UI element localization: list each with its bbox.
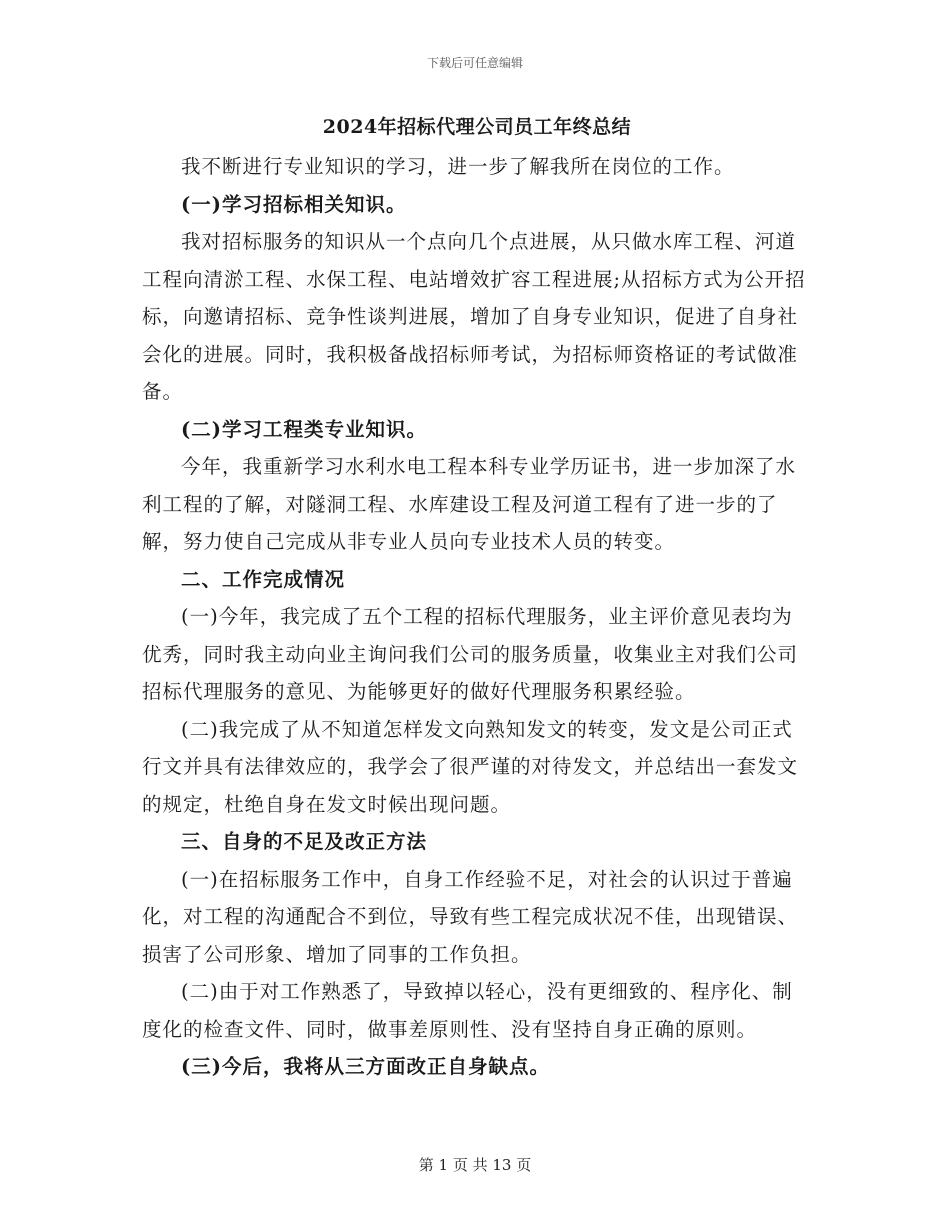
section-heading: (二)学习工程类专业知识。 bbox=[181, 417, 427, 441]
paragraph: 今年，我重新学习水利水电工程本科专业学历证书，进一步加深了水利工程的了解，对隧洞工程、水库建设工程及河道工程有了进一步的了解，努力使自己完成从非专业人员向专业技术人员的转变。 bbox=[142, 455, 797, 553]
paragraph: 我不断进行专业知识的学习，进一步了解我所在岗位的工作。 bbox=[181, 155, 735, 178]
paragraph: (一)今年，我完成了五个工程的招标代理服务，业主评价意见表均为优秀，同时我主动向业主询问我们公司的服务质量，收集业主对我们公司招标代理服务的意见、为能够更好的做好代理服务积累经验。 bbox=[142, 605, 799, 703]
section-heading: 二、工作完成情况 bbox=[181, 567, 346, 591]
section-heading: (三)今后，我将从三方面改正自身缺点。 bbox=[181, 1055, 550, 1078]
paragraph: (二)由于对工作熟悉了，导致掉以轻心，没有更细致的、程序化、制度化的检查文件、同时，做事差原则性、没有坚持自身正确的原则。 bbox=[142, 980, 793, 1041]
section-heading: 三、自身的不足及改正方法 bbox=[181, 830, 428, 853]
page-footer-number: 第 1 页 共 13 页 bbox=[418, 1156, 532, 1174]
document-body bbox=[142, 112, 812, 1086]
paragraph: (一)在招标服务工作中，自身工作经验不足，对社会的认识过于普遍化，对工程的沟通配合不到位，导致有些工程完成状况不佳，出现错误、损害了公司形象、增加了同事的工作负担。 bbox=[142, 867, 799, 966]
paragraph: 我对招标服务的知识从一个点向几个点进展，从只做水库工程、河道工程向清淤工程、水保工程、电站增效扩容工程进展;从招标方式为公开招标，向邀请招标、竞争性谈判进展，增加了自身专业知识，促进了自身社会化的进展。同时，我积极备战招标师考试，为招标师资格证的考试做准备。 bbox=[142, 230, 806, 403]
paragraph: (二)我完成了从不知道怎样发文向熟知发文的转变，发文是公司正式行文并具有法律效应的，我学会了很严谨的对待发文，并总结出一套发文的规定，杜绝自身在发文时候出现问题。 bbox=[142, 717, 799, 816]
section-heading: (一)学习招标相关知识。 bbox=[181, 192, 407, 216]
page-header-note: 下载后可任意编辑 bbox=[426, 56, 523, 70]
document-title: 2024年招标代理公司员工年终总结 bbox=[322, 116, 632, 138]
